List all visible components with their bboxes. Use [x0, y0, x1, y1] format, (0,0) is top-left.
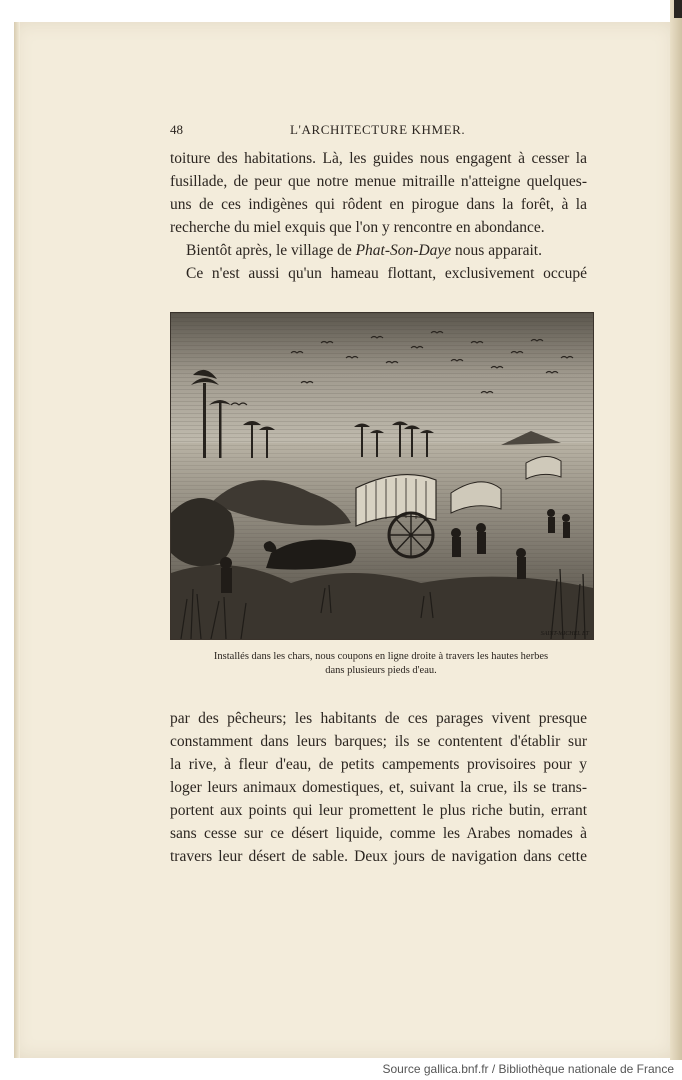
body-line-village [186, 240, 587, 261]
page-number: 48 [170, 122, 183, 137]
source-footer [0, 1060, 682, 1080]
engraver-signature: SAINT-MICHEL ET [540, 631, 589, 637]
body-line: Ce n'est aussi qu'un hameau flottant, exclusivement occupé [186, 265, 587, 282]
running-title: L'ARCHITECTURE KHMER. [290, 122, 466, 137]
body-line: par des pêcheurs; les habitants de ces parages vivent presque [170, 710, 587, 727]
text-fragment: Bientôt après, le village de [186, 242, 356, 259]
caption-line: Installés dans les chars, nous coupons en ligne droite à travers les hautes herbes [213, 651, 549, 662]
scan-corner-mark [674, 0, 682, 18]
body-line: constamment dans leurs barques; ils se contentent d'établir sur [170, 733, 587, 750]
body-line: travers leur désert de sable. Deux jours de navigation dans cette [170, 848, 587, 865]
engraving-illustration [170, 312, 594, 640]
caption-line: dans plusieurs pieds d'eau. [325, 665, 437, 676]
body-line: toiture des habitations. Là, les guides nous engagent à cesser la [170, 150, 587, 167]
body-line: portent aux points qui leur promettent le plus riche butin, errant [170, 802, 587, 819]
body-line: la rive, à fleur d'eau, de petits campements provisoires pour y [170, 756, 587, 773]
next-page-edge [670, 0, 682, 1060]
body-line: loger leurs animaux domestiques, et, suivant la crue, ils se trans- [170, 779, 587, 796]
page-edge [14, 22, 20, 1058]
body-line: sans cesse sur ce désert liquide, comme les Arabes nomades à [170, 825, 587, 842]
body-line: uns de ces indigènes qui rôdent en pirogue dans la forêt, à la [170, 196, 587, 213]
place-name: Phat-Son-Daye [355, 242, 452, 259]
engraving-drawing [171, 313, 593, 639]
body-line: fusillade, de peur que notre menue mitraille n'atteigne quelques- [170, 173, 587, 190]
body-line: recherche du miel exquis que l'on y rencontre en abondance. [170, 219, 545, 236]
source-credit: Source gallica.bnf.fr / Bibliothèque nationale de France [382, 1062, 674, 1076]
illustration-caption [174, 650, 588, 678]
running-head [170, 122, 596, 142]
text-fragment: nous apparait. [451, 242, 542, 259]
